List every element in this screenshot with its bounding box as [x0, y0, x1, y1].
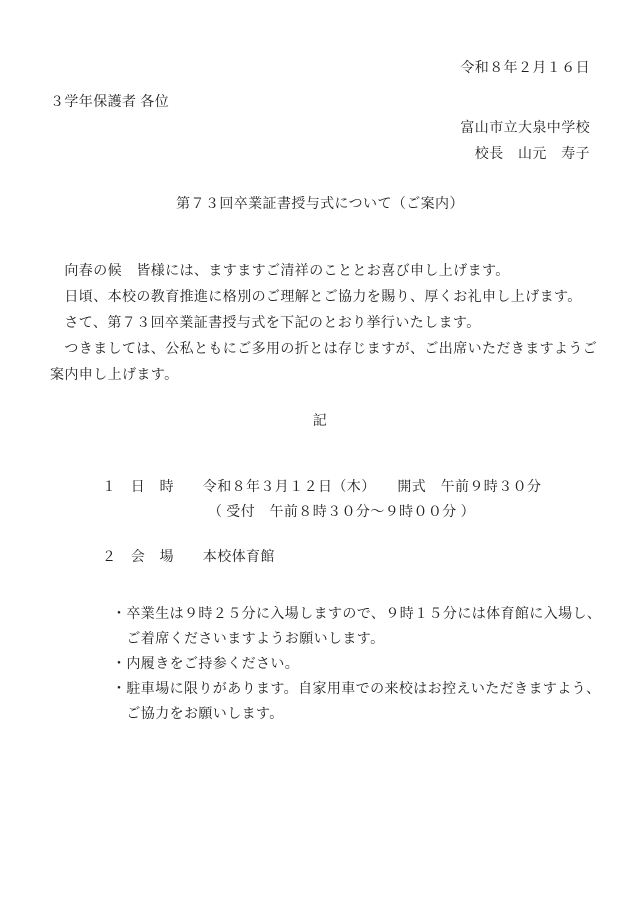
note-indoor-shoes: ・内履きをご持参ください。	[112, 657, 300, 672]
item-datetime: １ 日 時 令和８年３月１２日（木） 開式 午前９時３０分	[102, 480, 542, 495]
note-parking-1: ・駐車場に限りがあります。自家用車での来校はお控えいただきますよう、	[112, 682, 601, 697]
note-entry-time-2: ご着席くださいますようお願いします。	[112, 632, 385, 647]
body-line-5: 案内申し上げます。	[50, 368, 179, 383]
letter-date: 令和８年２月１６日	[460, 61, 590, 76]
items-block	[50, 475, 590, 570]
record-marker: 記	[312, 414, 328, 429]
body-line-2: 日頃、本校の教育推進に格別のご理解とご協力を賜り、厚くお礼申し上げます。	[50, 290, 582, 305]
sender-block	[50, 116, 590, 168]
sender-school: 富山市立大泉中学校	[460, 121, 590, 136]
body-line-4: つきましては、公私ともにご多用の折とは存じますが、ご出席いただきますようご	[50, 342, 598, 357]
body-paragraphs	[50, 259, 598, 389]
note-entry-time-1: ・卒業生は９時２５分に入場しますので、９時１５分には体育館に入場し、	[112, 607, 602, 622]
note-parking-2: ご協力をお願いします。	[112, 707, 284, 722]
notes-block	[50, 602, 602, 727]
body-line-3: さて、第７３回卒業証書授与式を下記のとおり挙行いたします。	[50, 316, 481, 331]
document-title: 第７３回卒業証書授与式について（ご案内）	[176, 197, 464, 212]
recipient-line: ３学年保護者 各位	[50, 95, 170, 110]
item-venue: ２ 会 場 本校体育館	[102, 550, 275, 565]
item-datetime-reception: （ 受付 午前８時３０分～９時００分 ）	[208, 505, 475, 520]
sender-principal: 校長 山元 寿子	[474, 147, 590, 162]
body-line-1: 向春の候 皆様には、ますますご清祥のこととお喜び申し上げます。	[50, 264, 510, 279]
